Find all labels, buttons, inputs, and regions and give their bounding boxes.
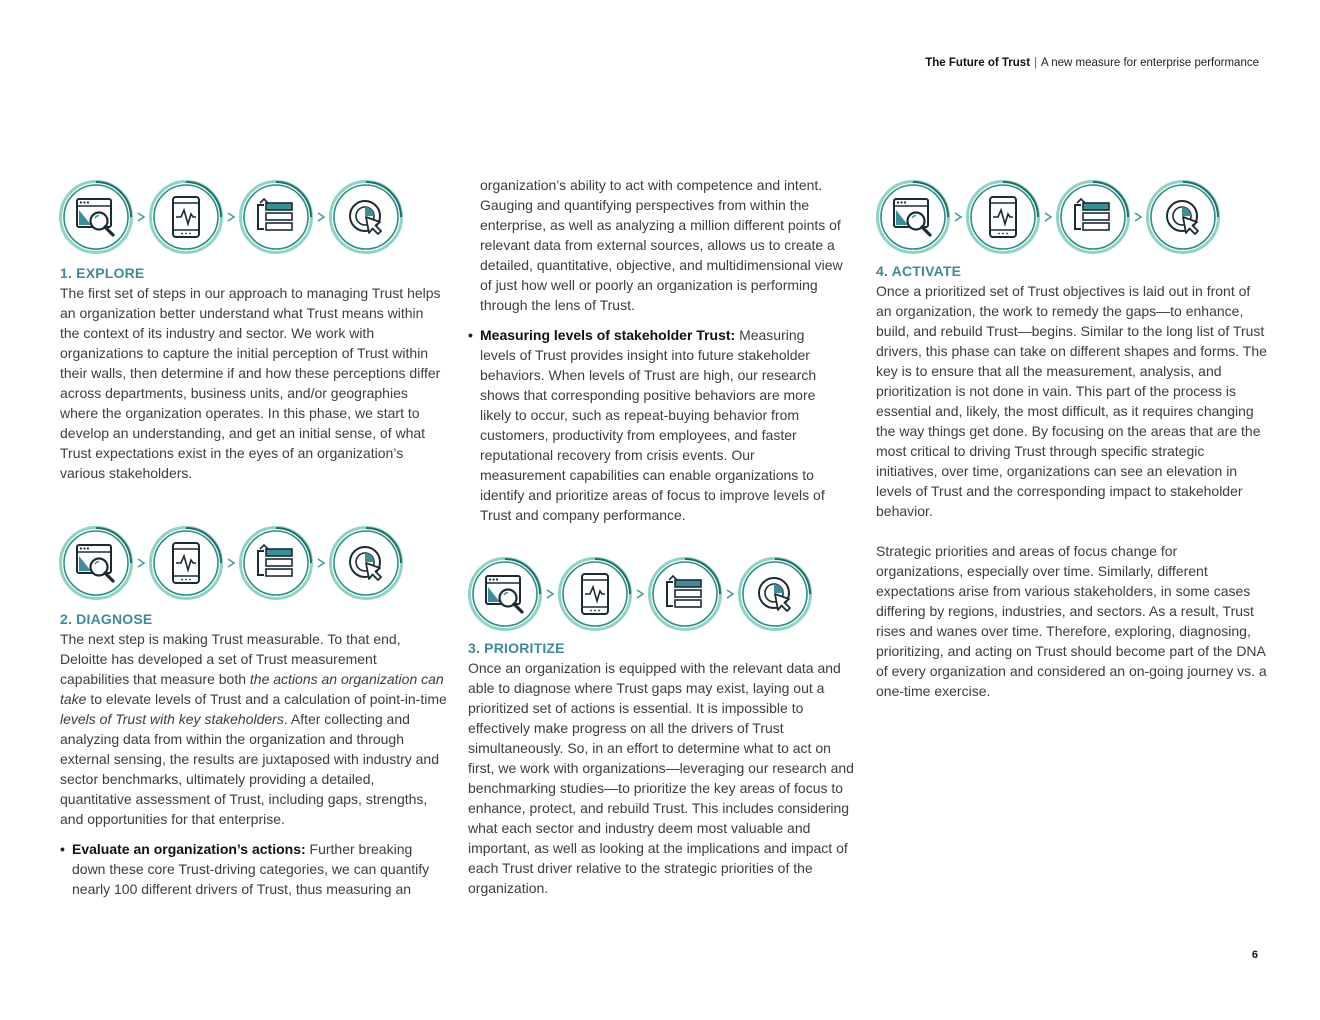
tablet-pulse-icon: [148, 179, 224, 255]
page-header: [925, 57, 1259, 69]
activate-body-2: Strategic priorities and areas of focus change for organizations, especially over time. Similarly, different expectations arise from various stakeholders, in some cases differing by regions, industries, and sectors. As a result, Trust rises and wanes over time. Therefore, exploring, diagnosing, prioritizing, and acting on Trust should become part of the DNA of every organization and considered an on-going journey vs. a one-time exercise.: [876, 543, 1267, 699]
search-window-icon: [58, 179, 134, 255]
chevron-right-icon: [634, 588, 646, 600]
header-separator: |: [1034, 57, 1038, 69]
bullet-evaluate-actions-text: Further breaking down these core Trust-driving categories, we can quantify nearly 100 different drivers of Trust, thus measuring an: [72, 841, 430, 897]
stacked-list-icon: [238, 525, 314, 601]
chevron-right-icon: [225, 211, 237, 223]
explore-heading: 1. EXPLORE: [60, 265, 145, 281]
diagnose-body-emphasis-1: the actions an organization can take: [60, 671, 444, 707]
bullet-measuring-levels-label: Measuring levels of stakeholder Trust:: [480, 327, 736, 343]
target-cursor-icon: [737, 556, 813, 632]
bullet-measuring-levels-text: Measuring levels of Trust provides insight into future stakeholder behaviors. When levels of Trust are high, our research shows that corresponding positive behaviors are more likely to occur, such as repeat-buying behavior from customers, productivity from employees, and faster reputational recovery from crisis events. Our measurement capabilities can enable organizations to identify and prioritize areas of focus to improve levels of Trust and company performance.: [480, 327, 825, 523]
diagnose-body-part-3: . After collecting and analyzing data from within the organization and through external sensing, the results are juxtaposed with industry and sector benchmarks, ultimately providing a detailed, quantitative assessment of Trust, including gaps, strengths, and opportunities for that enterprise.: [60, 711, 439, 827]
stacked-list-icon: [647, 556, 723, 632]
tablet-pulse-icon: [557, 556, 633, 632]
chevron-right-icon: [724, 588, 736, 600]
header-subtitle: A new measure for enterprise performance: [1041, 57, 1259, 69]
target-cursor-icon: [1145, 179, 1221, 255]
bullet-evaluate-actions-label: Evaluate an organization’s actions:: [72, 841, 306, 857]
diagnose-heading: 2. DIAGNOSE: [60, 611, 153, 627]
stacked-list-icon: [238, 179, 314, 255]
chevron-right-icon: [1042, 211, 1054, 223]
search-window-icon: [467, 556, 543, 632]
process-icons-activate: [875, 177, 1221, 257]
activate-heading: 4. ACTIVATE: [876, 263, 962, 279]
process-icons-prioritize: [467, 554, 813, 634]
process-icons-diagnose: [58, 523, 404, 603]
activate-body-1: Once a prioritized set of Trust objectives is laid out in front of an organization, the work to remedy the gaps—to enhance, build, and rebuild Trust—begins. Similar to the long list of Trust drivers, this phase can take on different shapes and forms. The key is to ensure that all the measurement, analysis, and prioritization is not done in vain. This part of the process is essential and, likely, the most difficult, as it requires changing the way things get done. By focusing on the areas that are the most critical to driving Trust through specific strategic initiatives, over time, organizations can see an elevation in levels of Trust and the corresponding impact to stakeholder behavior.: [876, 283, 1267, 519]
bullet-evaluate-actions: [60, 839, 440, 899]
diagnose-body-emphasis-2: levels of Trust with key stakeholders: [60, 711, 284, 727]
diagnose-continued: organization’s ability to act with competence and intent. Gauging and quantifying perspectives from within the enterprise, as well as analyzing a million different points of relevant data from external sources, allows us to create a detailed, quantitative, objective, and multidimensional view of just how well or poorly an organization is performing through the lens of Trust.: [480, 177, 843, 313]
header-title: The Future of Trust: [925, 57, 1031, 69]
chevron-right-icon: [315, 211, 327, 223]
prioritize-heading: 3. PRIORITIZE: [468, 640, 565, 656]
search-window-icon: [58, 525, 134, 601]
diagnose-body-part-1: The next step is making Trust measurable. To that end, Deloitte has developed a set of Trust measurement capabilities that measure both: [60, 631, 401, 687]
chevron-right-icon: [544, 588, 556, 600]
chevron-right-icon: [1132, 211, 1144, 223]
page-number: 6: [1251, 949, 1258, 961]
prioritize-body: Once an organization is equipped with the relevant data and able to diagnose where Trust gaps may exist, laying out a prioritized set of actions is essential. It is impossible to effectively make progress on all the drivers of Trust simultaneously. So, in an effort to determine what to act on first, we work with organizations—leveraging our research and benchmarking studies—to prioritize the key areas of focus to enhance, protect, and rebuild Trust. This includes considering what each sector and industry deem most valuable and important, as well as looking at the implications and impact of each Trust driver relative to the strategic priorities of the organization.: [468, 660, 854, 896]
chevron-right-icon: [225, 557, 237, 569]
target-cursor-icon: [328, 525, 404, 601]
bullet-dot: •: [468, 327, 473, 343]
tablet-pulse-icon: [148, 525, 224, 601]
chevron-right-icon: [952, 211, 964, 223]
chevron-right-icon: [135, 557, 147, 569]
search-window-icon: [875, 179, 951, 255]
diagnose-body-part-2: to elevate levels of Trust and a calculation of point-in-time: [86, 691, 447, 707]
explore-body: The first set of steps in our approach to managing Trust helps an organization better understand what Trust means within the context of its industry and sector. We work with organizations to capture the initial perception of Trust within their walls, then determine if and how these perceptions differ across departments, business units, and/or geographies where the organization operates. In this phase, we start to develop an understanding, and get an initial sense, of what Trust expectations exist in the eyes of an organization’s various stakeholders.: [60, 285, 441, 481]
tablet-pulse-icon: [965, 179, 1041, 255]
diagnose-body: [60, 629, 448, 829]
target-cursor-icon: [328, 179, 404, 255]
process-icons-explore: [58, 177, 404, 257]
bullet-dot: •: [60, 841, 65, 857]
chevron-right-icon: [315, 557, 327, 569]
bullet-measuring-levels: [468, 325, 840, 525]
chevron-right-icon: [135, 211, 147, 223]
stacked-list-icon: [1055, 179, 1131, 255]
